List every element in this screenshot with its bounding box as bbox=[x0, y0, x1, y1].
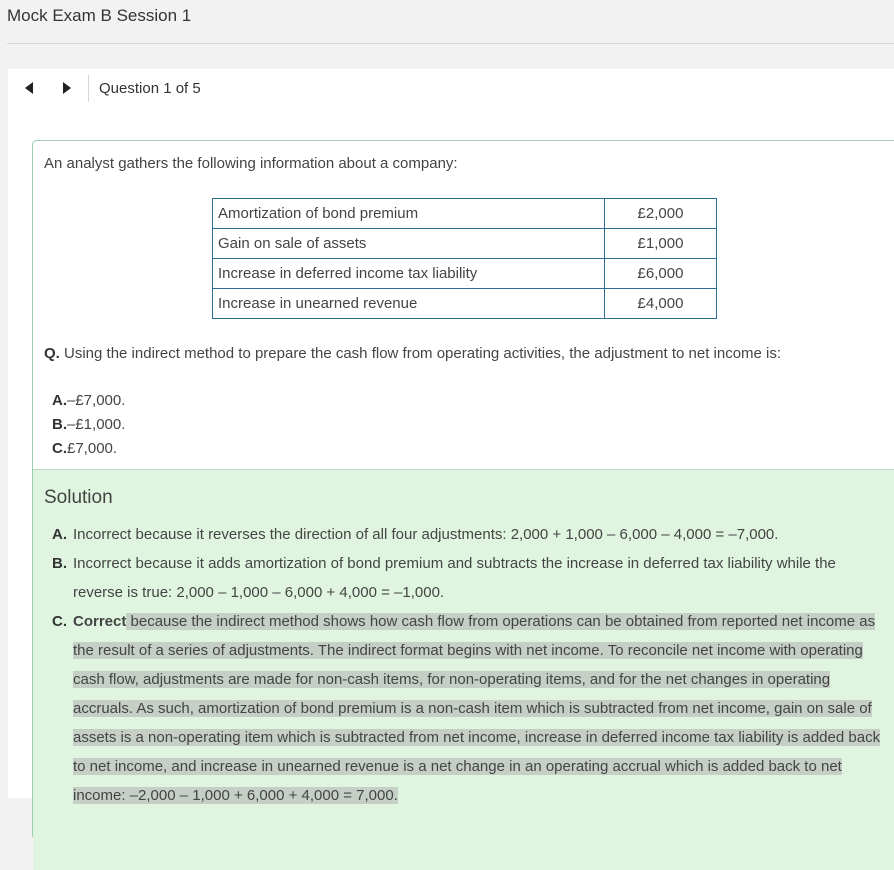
nav-divider bbox=[88, 75, 89, 102]
option-c[interactable] bbox=[52, 437, 125, 461]
previous-question-button[interactable] bbox=[22, 79, 36, 97]
solution-letter: A. bbox=[52, 526, 67, 543]
option-letter: B. bbox=[52, 416, 67, 433]
table-row bbox=[213, 289, 717, 319]
question-counter: Question 1 of 5 bbox=[99, 80, 201, 97]
table-row bbox=[213, 199, 717, 229]
selected-explanation-text: because the indirect method shows how cash flow from operations can be obtained from reported net income as the result of a series of adjustments. The indirect format begins with net income. To reconcile net income with operating cash flow, adjustments are made for non-cash items, for non-operating items, and for the net changes in operating accruals. As such, amortization of bond premium is a non-cash item which is subtracted from net income, gain on sale of assets is a non-operating item which is subtracted from net income, increase in deferred income tax liability is added back to net income, and increase in unearned revenue is a net change in an operating accrual which is added back to net income: –2,000 – 1,000 + 6,000 + 4,000 = 7,000. bbox=[73, 613, 881, 804]
question-stem bbox=[44, 345, 781, 362]
solution-item-b bbox=[52, 549, 882, 607]
table-cell-label: Amortization of bond premium bbox=[213, 199, 605, 229]
option-letter: A. bbox=[52, 392, 67, 409]
option-text: –£7,000. bbox=[67, 392, 126, 409]
solution-list bbox=[52, 520, 882, 810]
question-nav-bar bbox=[8, 69, 894, 109]
answer-options bbox=[52, 389, 125, 461]
table-cell-value: £1,000 bbox=[605, 229, 717, 259]
caret-left-icon bbox=[22, 79, 36, 97]
question-intro: An analyst gathers the following information about a company: bbox=[44, 155, 458, 172]
solution-letter: B. bbox=[52, 555, 67, 572]
option-text: £7,000. bbox=[67, 440, 118, 457]
option-b[interactable] bbox=[52, 413, 125, 437]
content-area bbox=[8, 108, 894, 804]
top-bar bbox=[0, 0, 894, 44]
table-cell-label: Increase in deferred income tax liability bbox=[213, 259, 605, 289]
exam-title: Mock Exam B Session 1 bbox=[7, 6, 192, 25]
table-cell-value: £6,000 bbox=[605, 259, 717, 289]
table-cell-value: £4,000 bbox=[605, 289, 717, 319]
table-cell-label: Gain on sale of assets bbox=[213, 229, 605, 259]
next-question-button[interactable] bbox=[60, 79, 74, 97]
correct-label: Correct bbox=[73, 613, 127, 630]
solution-text: Incorrect because it reverses the direction of all four adjustments: 2,000 + 1,000 – 6,000 – 4,000 = –7,000. bbox=[73, 526, 779, 543]
solution-panel bbox=[33, 469, 894, 870]
table-row bbox=[213, 229, 717, 259]
option-a[interactable] bbox=[52, 389, 125, 413]
question-card bbox=[32, 140, 894, 840]
solution-title: Solution bbox=[44, 487, 113, 508]
table-row bbox=[213, 259, 717, 289]
info-table bbox=[212, 198, 717, 319]
table-cell-value: £2,000 bbox=[605, 199, 717, 229]
solution-item-c bbox=[52, 607, 882, 810]
question-prefix: Q. bbox=[44, 345, 60, 362]
question-text: Using the indirect method to prepare the cash flow from operating activities, the adjustment to net income is: bbox=[64, 345, 782, 362]
table-cell-label: Increase in unearned revenue bbox=[213, 289, 605, 319]
option-letter: C. bbox=[52, 440, 67, 457]
solution-item-a bbox=[52, 520, 882, 549]
divider bbox=[7, 43, 894, 44]
caret-right-icon bbox=[60, 79, 74, 97]
solution-text: Incorrect because it adds amortization of bond premium and subtracts the increase in deferred tax liability while the reverse is true: 2,000 – 1,000 – 6,000 + 4,000 = –1,000. bbox=[73, 555, 836, 601]
solution-letter: C. bbox=[52, 613, 67, 630]
option-text: –£1,000. bbox=[67, 416, 126, 433]
